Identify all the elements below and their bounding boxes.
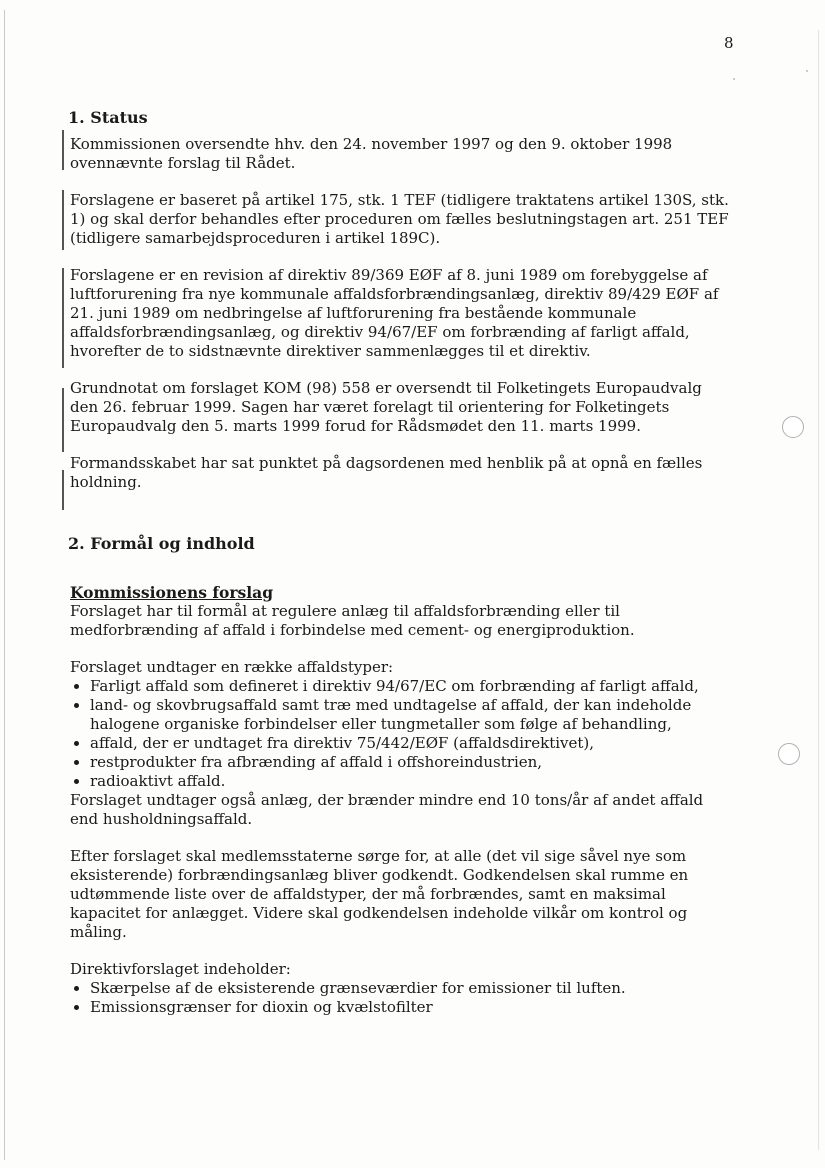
paragraph: Forslaget har til formål at regulere anlæg til affaldsforbrænding eller til medforbrænding af affald i forbindelse med cement- og energiproduktion.	[70, 602, 635, 639]
margin-bar	[62, 130, 64, 170]
contents-list	[70, 979, 730, 1017]
margin-bar	[62, 190, 64, 250]
paragraph: Grundnotat om forslaget KOM (98) 558 er oversendt til Folketingets Europaudvalg den 26. februar 1999. Sagen har været forelagt til orientering for Folketingets Europaudvalg den 5. marts 1999 forud for Rådsmødet den 11. marts 1999.	[70, 379, 702, 435]
margin-bar	[62, 268, 64, 368]
paragraph: Forslaget undtager også anlæg, der brænder mindre end 10 tons/år af andet affald end husholdningsaffald.	[70, 791, 704, 828]
exclusions-list	[70, 677, 730, 791]
list-item: • restprodukter fra afbrænding af affald i offshoreindustrien,	[90, 753, 730, 772]
section-heading-status: 1. Status	[68, 108, 148, 127]
paragraph: Forslagene er baseret på artikel 175, stk. 1 TEF (tidligere traktatens artikel 130S, stk. 1) og skal derfor behandles efter proceduren om fælles beslutningstagen art. 251 TEF (tidligere samarbejdsproceduren i artikel 189C).	[70, 191, 729, 247]
scan-speck	[733, 78, 735, 80]
paragraph: Formandsskabet har sat punktet på dagsordenen med henblik på at opnå en fælles holdning.	[70, 454, 703, 491]
scan-speck	[806, 70, 808, 72]
scan-edge-left	[4, 10, 5, 1160]
paragraph: Efter forslaget skal medlemsstaterne sørge for, at alle (det vil sige såvel nye som eksisterende) forbrændingsanlæg bliver godkendt. Godkendelsen skal rumme en udtømmende liste over de affaldstyper, der må forbrændes, samt en maksimal kapacitet for anlægget. Videre skal godkendelsen indeholde vilkår om kontrol og måling.	[70, 847, 689, 941]
subheading-commission-proposal: Kommissionens forslag	[70, 583, 274, 602]
document-body	[70, 108, 730, 1017]
margin-bar	[62, 470, 64, 510]
list-item: • Skærpelse af de eksisterende grænseværdier for emissioner til luften.	[90, 979, 730, 998]
margin-bar	[62, 388, 64, 452]
list-item: • land- og skovbrugsaffald samt træ med undtagelse af affald, der kan indeholde halogene organiske forbindelser eller tungmetaller som følge af behandling,	[90, 696, 730, 734]
punch-hole	[778, 743, 800, 765]
list-item: • Farligt affald som defineret i direktiv 94/67/EC om forbrænding af farligt affald,	[90, 677, 730, 696]
list-item: • Emissionsgrænser for dioxin og kvælstofilter	[90, 998, 730, 1017]
list-item: • affald, der er undtaget fra direktiv 75/442/EØF (affaldsdirektivet),	[90, 734, 730, 753]
exclusions-intro: Forslaget undtager en række affaldstyper:	[70, 658, 394, 676]
paragraph: Kommissionen oversendte hhv. den 24. november 1997 og den 9. oktober 1998 ovennævnte forslag til Rådet.	[70, 135, 673, 172]
paragraph: Forslagene er en revision af direktiv 89/369 EØF af 8. juni 1989 om forebyggelse af luftforurening fra nye kommunale affaldsforbrændingsanlæg, direktiv 89/429 EØF af 21. juni 1989 om nedbringelse af luftforurening fra bestående kommunale affaldsforbrændingsanlæg, og direktiv 94/67/EF om forbrænding af farligt affald, hvorefter de to sidstnævnte direktiver sammenlægges til et direktiv.	[70, 266, 719, 360]
page-number: 8	[724, 34, 734, 52]
list-item: • radioaktivt affald.	[90, 772, 730, 791]
punch-hole	[782, 416, 804, 438]
contents-intro: Direktivforslaget indeholder:	[70, 960, 291, 978]
scan-edge-right	[818, 30, 819, 1150]
section-heading-purpose: 2. Formål og indhold	[68, 534, 255, 553]
